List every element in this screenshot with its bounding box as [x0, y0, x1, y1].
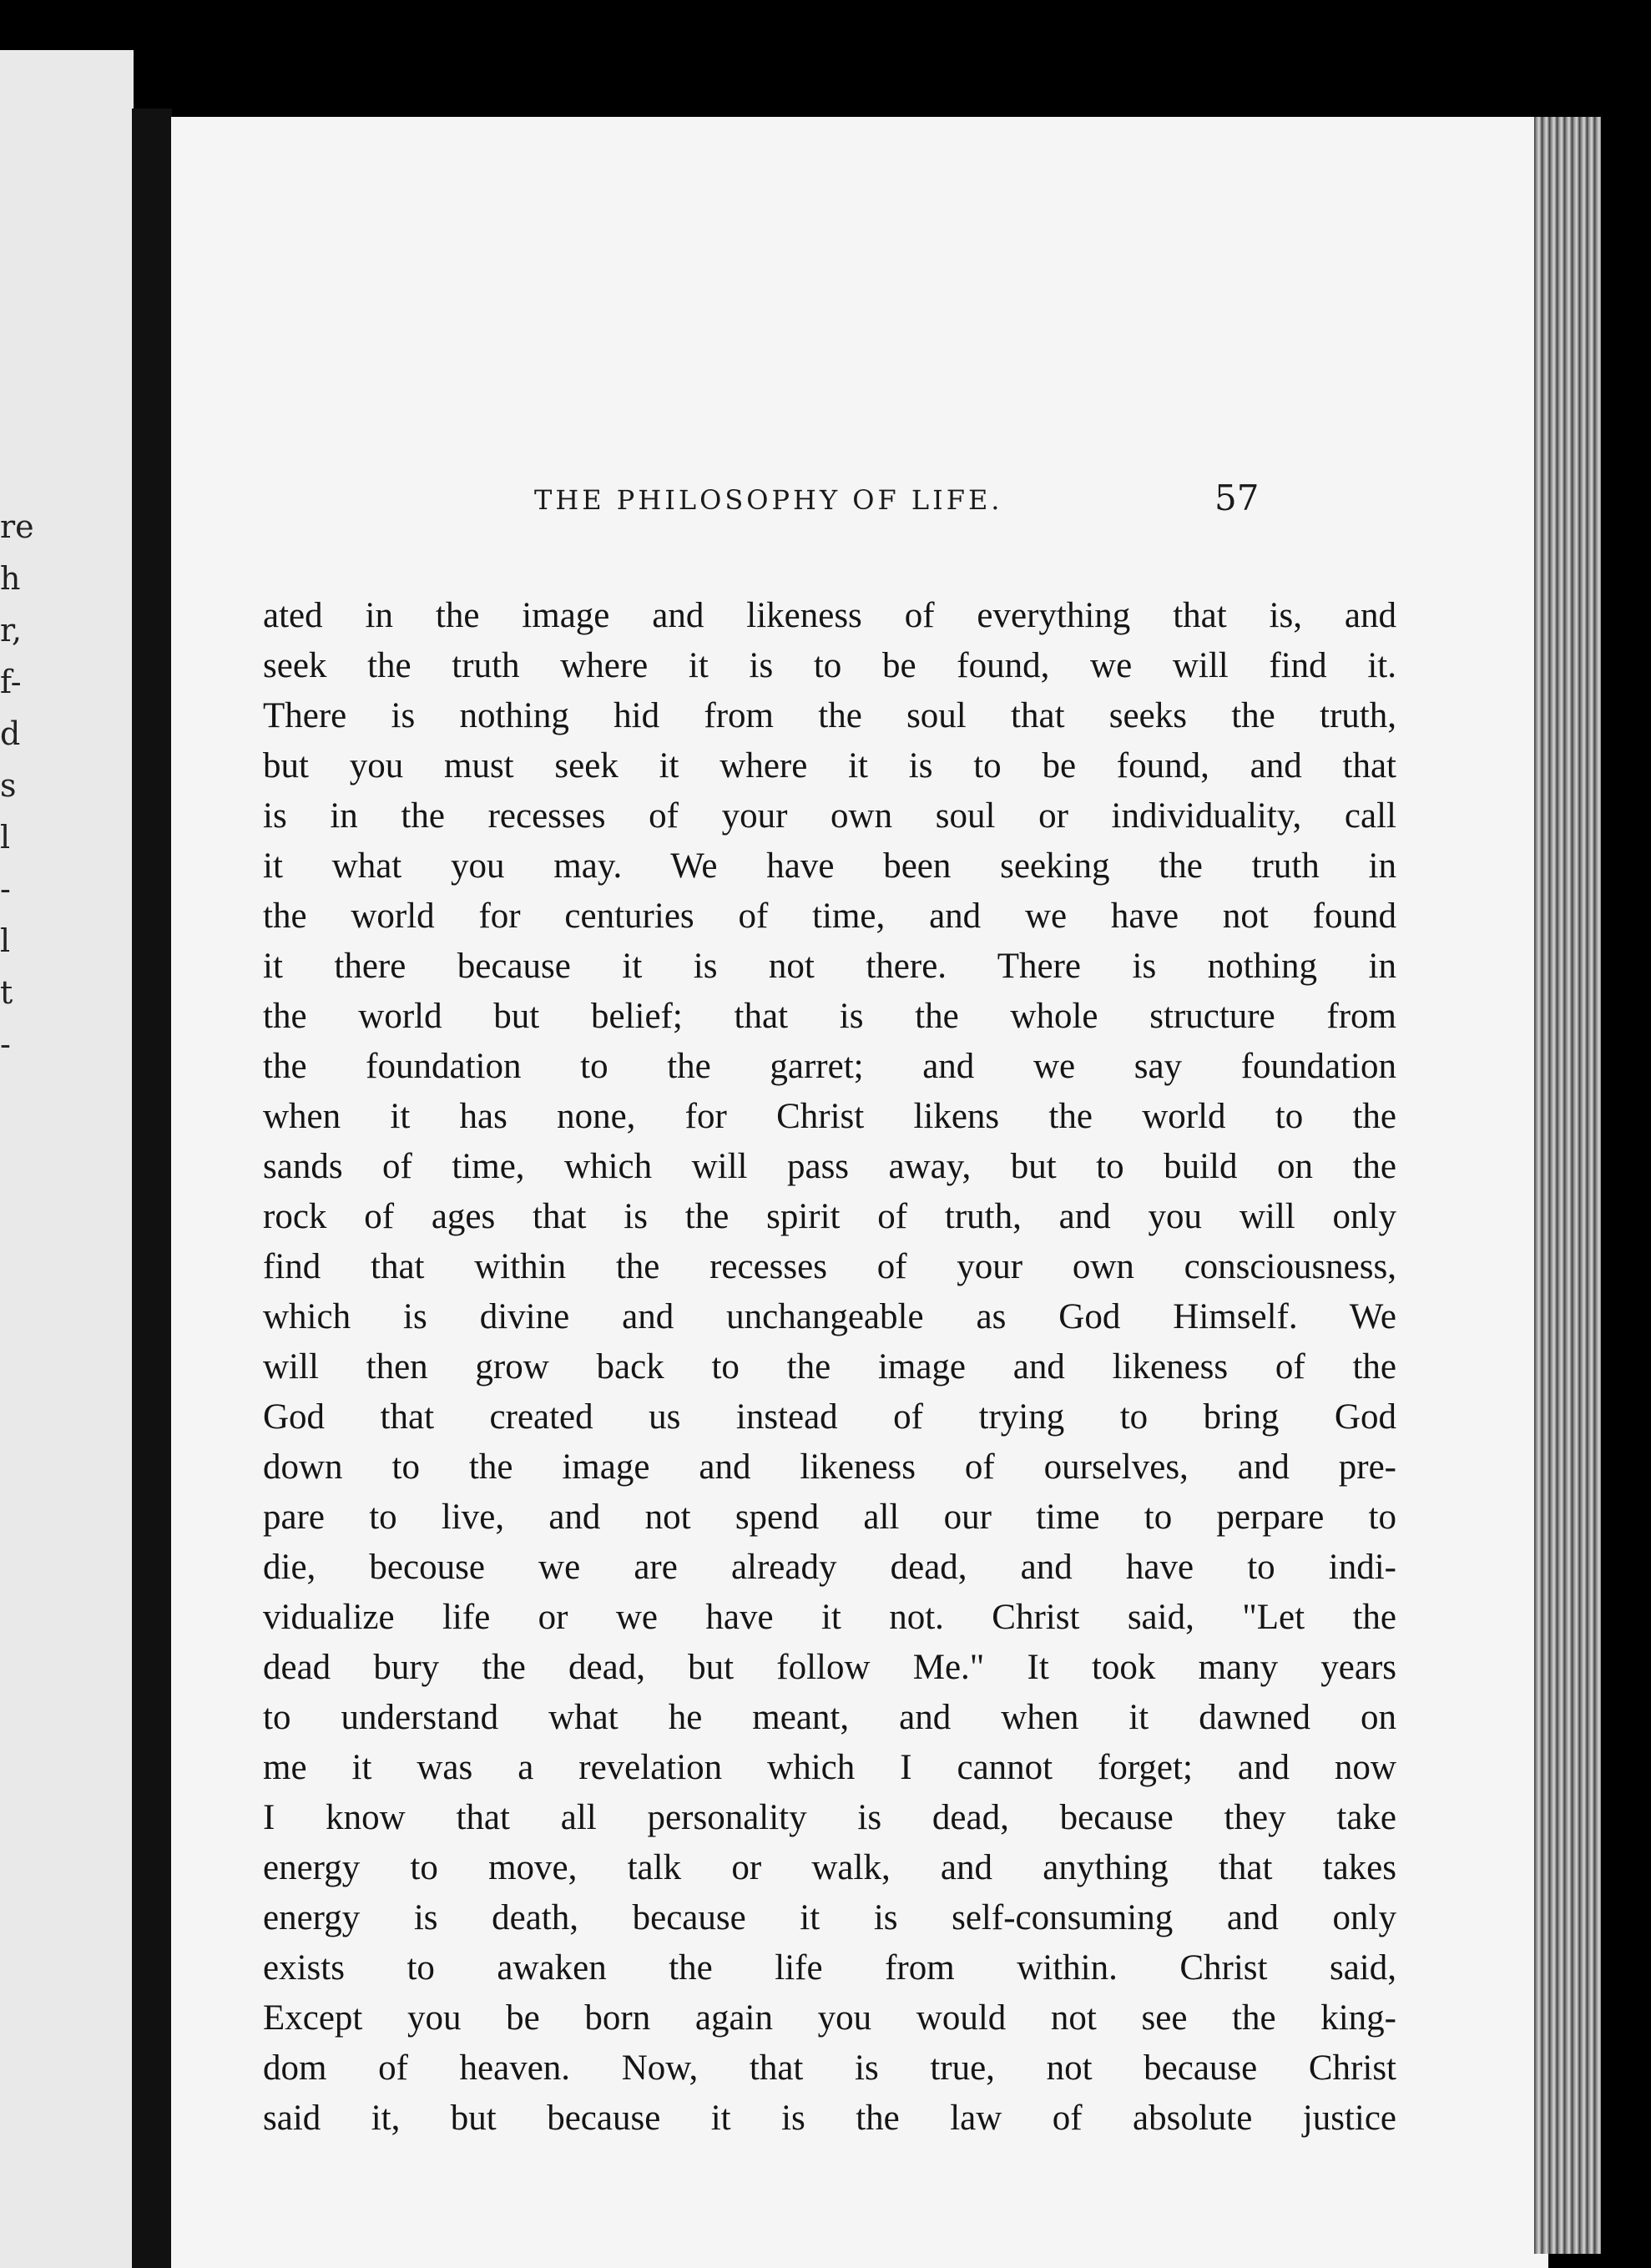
text-line: said it, but because it is the law of absolute justice	[263, 2099, 1396, 2138]
text-line: me it was a revelation which I cannot forget; and now	[263, 1748, 1396, 1787]
text-line: vidualize life or we have it not. Christ said, "Let the	[263, 1598, 1396, 1637]
text-line: exists to awaken the life from within. Christ said,	[263, 1948, 1396, 1988]
fragment-line: f-	[0, 664, 22, 700]
text-line: die, becouse we are already dead, and have to indi-	[263, 1548, 1396, 1587]
binding-gutter	[132, 109, 172, 2268]
text-line: find that within the recesses of your own consciousness,	[263, 1247, 1396, 1286]
text-line: I know that all personality is dead, because they take	[263, 1798, 1396, 1837]
text-line: energy to move, talk or walk, and anything that takes	[263, 1848, 1396, 1887]
text-line: ated in the image and likeness of everything that is, and	[263, 596, 1396, 635]
fragment-line: h	[0, 560, 21, 597]
page-number: 57	[1214, 477, 1260, 518]
text-line: the world but belief; that is the whole structure from	[263, 997, 1396, 1036]
text-line: seek the truth where it is to be found, we will find it.	[263, 646, 1396, 685]
text-line: Except you be born again you would not see the king-	[263, 1998, 1396, 2038]
text-line: pare to live, and not spend all our time to perpare to	[263, 1498, 1396, 1537]
fragment-line: s	[0, 767, 17, 804]
fragment-line: d	[0, 715, 21, 752]
fragment-line: -	[0, 1026, 11, 1063]
text-line: down to the image and likeness of ourselves, and pre-	[263, 1447, 1396, 1487]
text-line: the world for centuries of time, and we have not found	[263, 897, 1396, 936]
text-line: but you must seek it where it is to be found, and that	[263, 746, 1396, 785]
facing-page-text	[0, 501, 33, 1070]
text-line: when it has none, for Christ likens the world to the	[263, 1097, 1396, 1136]
text-line: will then grow back to the image and likeness of the	[263, 1347, 1396, 1387]
facing-page-fragment	[0, 50, 134, 2268]
fragment-line: t	[0, 974, 13, 1011]
text-line: the foundation to the garret; and we say foundation	[263, 1047, 1396, 1086]
text-line: God that created us instead of trying to bring God	[263, 1397, 1396, 1437]
fragment-line: l	[0, 922, 11, 959]
text-line: There is nothing hid from the soul that seeks the truth,	[263, 696, 1396, 735]
book-page	[171, 117, 1548, 2268]
fragment-line: -	[0, 871, 11, 907]
text-line: to understand what he meant, and when it dawned on	[263, 1698, 1396, 1737]
fragment-line: l	[0, 819, 11, 856]
text-line: it what you may. We have been seeking the truth in	[263, 846, 1396, 886]
text-line: rock of ages that is the spirit of truth, and you will only	[263, 1197, 1396, 1236]
text-line: which is divine and unchangeable as God Himself. We	[263, 1297, 1396, 1336]
running-head: THE PHILOSOPHY OF LIFE.	[534, 484, 1003, 516]
text-line: it there because it is not there. There is nothing in	[263, 947, 1396, 986]
page-header	[171, 477, 1548, 534]
text-line: energy is death, because it is self-consuming and only	[263, 1898, 1396, 1937]
fragment-line: re	[0, 508, 34, 545]
text-line: sands of time, which will pass away, but to build on the	[263, 1147, 1396, 1186]
text-line: dead bury the dead, but follow Me." It took many years	[263, 1648, 1396, 1687]
fragment-line: r,	[0, 612, 23, 649]
body-text	[263, 591, 1396, 2144]
text-line: is in the recesses of your own soul or individuality, call	[263, 796, 1396, 836]
page-edge-stack	[1534, 117, 1601, 2254]
text-line: dom of heaven. Now, that is true, not because Christ	[263, 2048, 1396, 2088]
